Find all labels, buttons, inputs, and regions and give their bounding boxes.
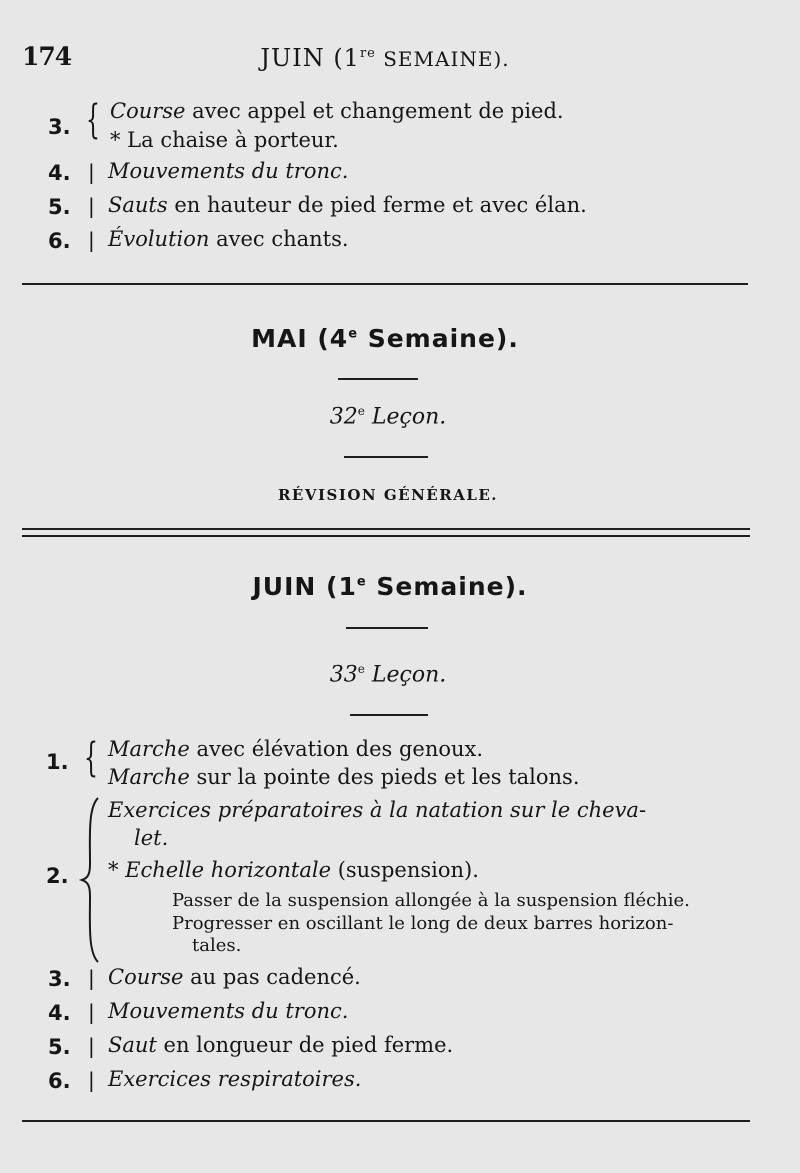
item-bar: | [88, 1034, 95, 1058]
item-line: * La chaise à porteur. [110, 128, 339, 152]
item-number: 2. [46, 864, 69, 888]
item-line: Sauts en hauteur de pied ferme et avec élan. [108, 193, 587, 217]
item-line: * Echelle horizontale (suspension). [108, 858, 479, 882]
item-number: 3. [48, 115, 71, 139]
sub-line: Progresser en oscillant le long de deux barres horizon- [172, 913, 674, 934]
item-line: Mouvements du tronc. [108, 159, 349, 183]
brace: { [84, 735, 98, 781]
lesson-title-33: 33e Leçon. [329, 662, 447, 688]
bottom-rule [22, 1120, 750, 1122]
section-rule [22, 283, 748, 285]
item-bar: | [88, 228, 95, 252]
short-rule [350, 714, 428, 716]
item-line: Mouvements du tronc. [108, 999, 349, 1023]
short-rule [344, 456, 428, 458]
item-number: 1. [46, 750, 69, 774]
revision-generale: RÉVISION GÉNÉRALE. [277, 486, 499, 504]
section-title-mai: MAI (4e Semaine). [251, 324, 519, 353]
item-line: Course au pas cadencé. [108, 965, 361, 989]
item-number: 5. [48, 195, 71, 219]
item-number: 6. [48, 1069, 71, 1093]
item-number: 3. [48, 967, 71, 991]
short-rule [346, 627, 428, 629]
item-number: 4. [48, 161, 71, 185]
item-line: Saut en longueur de pied ferme. [108, 1033, 454, 1057]
item-line: let. [134, 826, 169, 850]
header-title-sup: re [359, 46, 376, 61]
item-number: 6. [48, 229, 71, 253]
double-rule-bottom [22, 535, 750, 537]
item-number: 4. [48, 1001, 71, 1025]
item-bar: | [88, 1068, 95, 1092]
item-bar: | [88, 1000, 95, 1024]
item-line: Marche sur la pointe des pieds et les talons. [108, 765, 580, 789]
brace: { [86, 97, 100, 143]
item-line: Marche avec élévation des genoux. [108, 737, 484, 761]
short-rule [338, 378, 418, 380]
large-brace [78, 796, 104, 964]
header-title-main: JUIN (1 [260, 44, 360, 72]
item-bar: | [88, 194, 95, 218]
sub-line: Passer de la suspension allongée à la suspension fléchie. [172, 890, 690, 911]
sub-line: tales. [192, 935, 242, 956]
item-line: Course avec appel et changement de pied. [110, 99, 564, 123]
running-header [0, 44, 770, 72]
header-title-rest: SEMAINE). [375, 47, 510, 71]
item-bar: | [88, 160, 95, 184]
item-bar: | [88, 966, 95, 990]
double-rule-top [22, 528, 750, 530]
item-line: Exercices respiratoires. [108, 1067, 362, 1091]
item-number: 5. [48, 1035, 71, 1059]
item-line: Exercices préparatoires à la natation sur le cheva- [108, 798, 647, 822]
page-number: 174 [22, 42, 72, 71]
section-title-juin: JUIN (1e Semaine). [252, 572, 528, 601]
item-line: Évolution avec chants. [108, 227, 349, 251]
lesson-title-32: 32e Leçon. [329, 404, 447, 430]
